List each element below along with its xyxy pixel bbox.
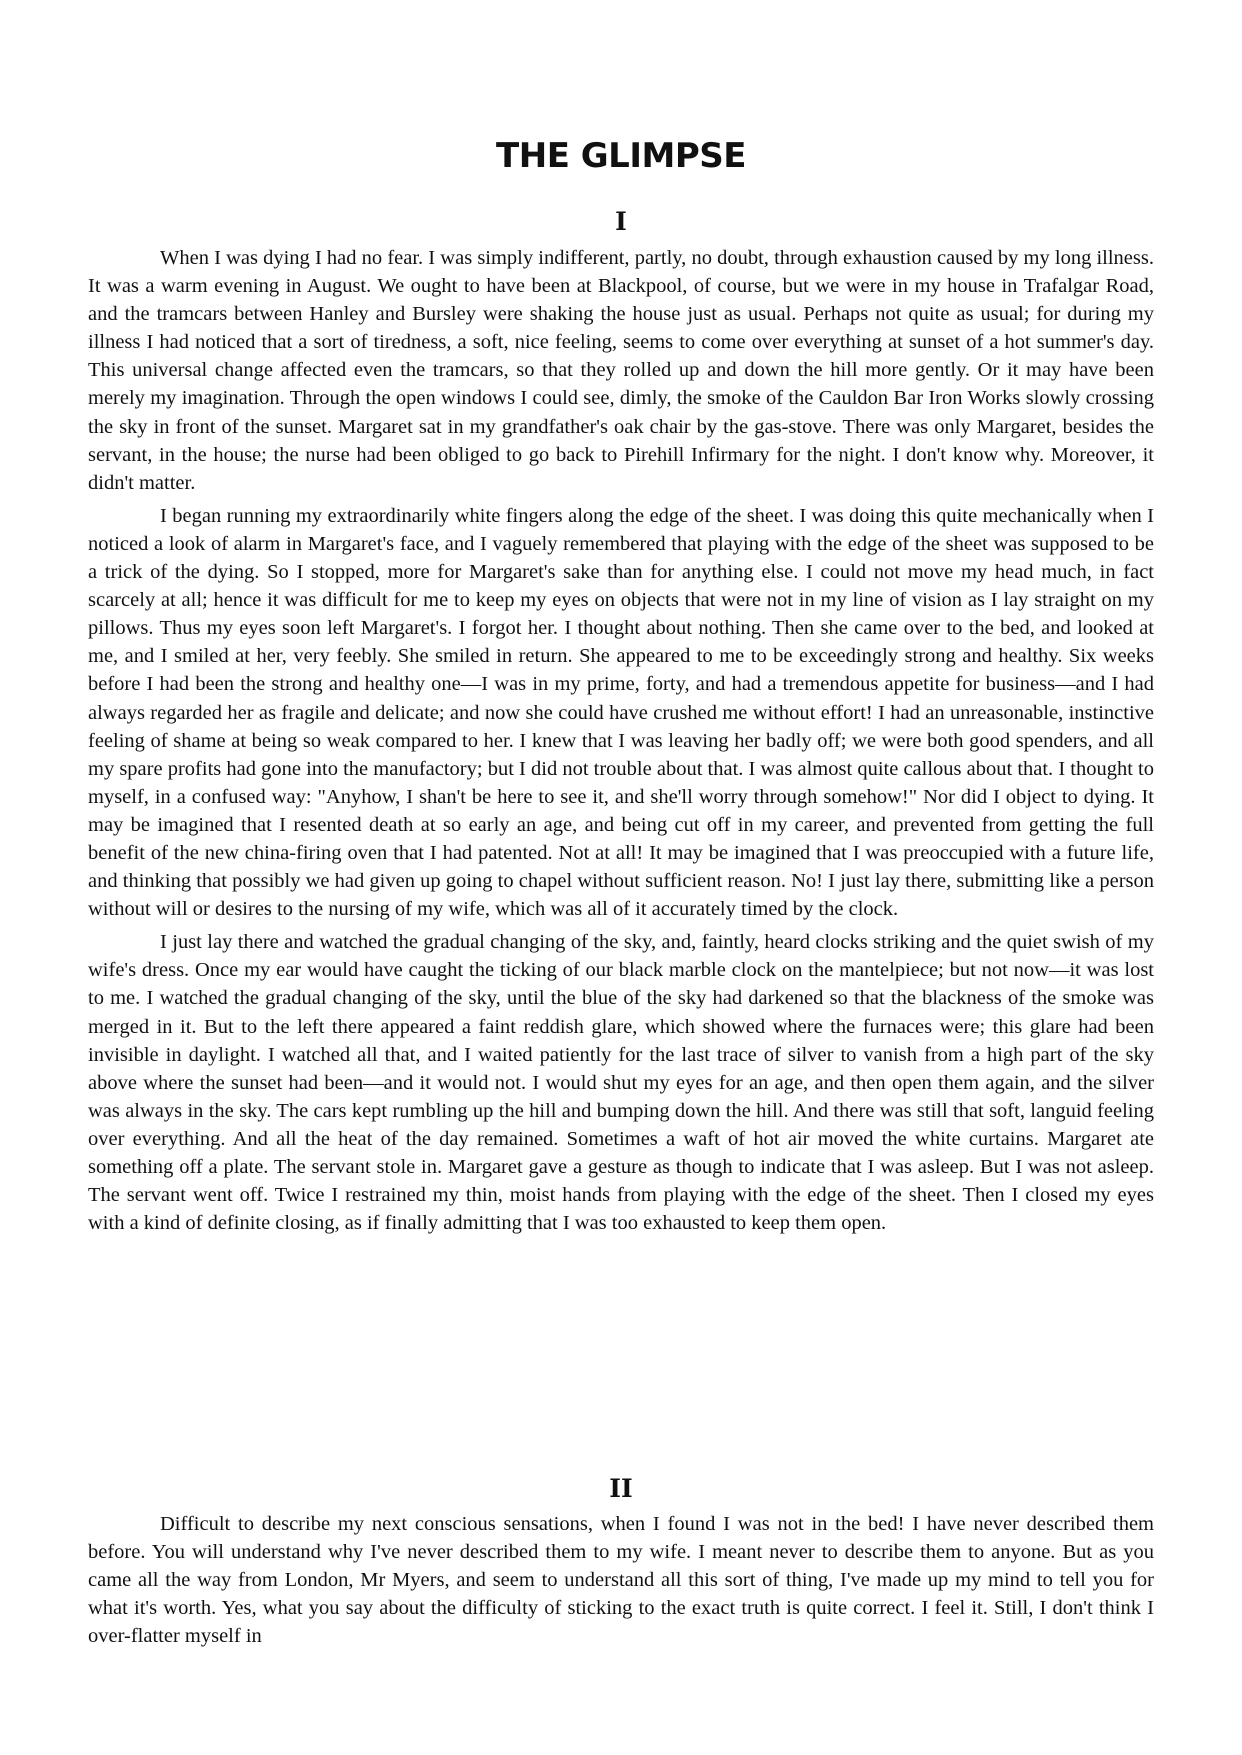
paragraph: When I was dying I had no fear. I was simply indifferent, partly, no doubt, through exhaustion caused by my long illness. It was a warm evening in August. We ought to have been at Blackpool, of course, but we were in my house in Trafalgar Road, and the tramcars between Hanley and Bursley were shaking the house just as usual. Perhaps not quite as usual; for during my illness I had noticed that a sort of tiredness, a soft, nice feeling, seems to come over everything at sunset of a hot summer's day. This universal change affected even the tramcars, so that they rolled up and down the hill more gently. Or it may have been merely my imagination. Through the open windows I could see, dimly, the smoke of the Cauldon Bar Iron Works slowly crossing the sky in front of the sunset. Margaret sat in my grandfather's oak chair by the gas-stove. There was only Margaret, besides the servant, in the house; the nurse had been obliged to go back to Pirehill Infirmary for the night. I don't know why. Moreover, it didn't matter. [88,247,1154,494]
chapter-title: THE GLIMPSE [496,136,746,176]
section-1-body [88,244,1154,1242]
section-heading-2: II [609,1474,633,1503]
paragraph: Difficult to describe my next conscious sensations, when I found I was not in the bed! I have never described them before. You will understand why I've never described them to my wife. I meant never to describe them to anyone. But as you came all the way from London, Mr Myers, and seem to understand all this sort of thing, I've made up my mind to tell you for what it's worth. Yes, what you say about the difficulty of sticking to the exact truth is quite correct. I feel it. Still, I don't think I over-flatter myself in [88,1513,1154,1648]
paragraph: I began running my extraordinarily white fingers along the edge of the sheet. I was doing this quite mechanically when I noticed a look of alarm in Margaret's face, and I vaguely remembered that playing with the edge of the sheet was supposed to be a trick of the dying. So I stopped, more for Margaret's sake than for anything else. I could not move my head much, in fact scarcely at all; hence it was difficult for me to keep my eyes on objects that were not in my line of vision as I lay straight on my pillows. Thus my eyes soon left Margaret's. I forgot her. I thought about nothing. Then she came over to the bed, and looked at me, and I smiled at her, very feebly. She smiled in return. She appeared to me to be exceedingly strong and healthy. Six weeks before I had been the strong and healthy one—I was in my prime, forty, and had a tremendous appetite for business—and I had always regarded her as fragile and delicate; and now she could have crushed me without effort! I had an unreasonable, instinctive feeling of shame at being so weak compared to her. I knew that I was leaving her badly off; we were both good spenders, and all my spare profits had gone into the manufactory; but I did not trouble about that. I was almost quite callous about that. I thought to myself, in a confused way: "Anyhow, I shan't be here to see it, and she'll worry through somehow!" Nor did I object to dying. It may be imagined that I resented death at so early an age, and being cut off in my career, and prevented from getting the full benefit of the new china-firing oven that I had patented. Not at all! It may be imagined that I was preoccupied with a future life, and thinking that possibly we had given up going to chapel without sufficient reason. No! I just lay there, submitting like a person without will or desires to the nursing of my wife, which was all of it accurately timed by the clock. [88,504,1154,921]
section-2-body [88,1510,1154,1655]
section-heading-1: I [615,207,627,236]
paragraph: I just lay there and watched the gradual changing of the sky, and, faintly, heard clocks striking and the quiet swish of my wife's dress. Once my ear would have caught the ticking of our black marble clock on the mantelpiece; but not now—it was lost to me. I watched the gradual changing of the sky, until the blue of the sky had darkened so that the blackness of the smoke was merged in it. But to the left there appeared a faint reddish glare, which showed where the furnaces were; this glare had been invisible in daylight. I watched all that, and I waited patiently for the last trace of silver to vanish from a high part of the sky above where the sunset had been—and it would not. I would shut my eyes for an age, and then open them again, and the silver was always in the sky. The cars kept rumbling up the hill and bumping down the hill. And there was still that soft, languid feeling over everything. And all the heat of the day remained. Sometimes a waft of hot air moved the white curtains. Margaret ate something off a plate. The servant stole in. Margaret gave a gesture as though to indicate that I was asleep. But I was not asleep. The servant went off. Twice I restrained my thin, moist hands from playing with the edge of the sheet. Then I closed my eyes with a kind of definite closing, as if finally admitting that I was too exhausted to keep them open. [88,931,1154,1235]
